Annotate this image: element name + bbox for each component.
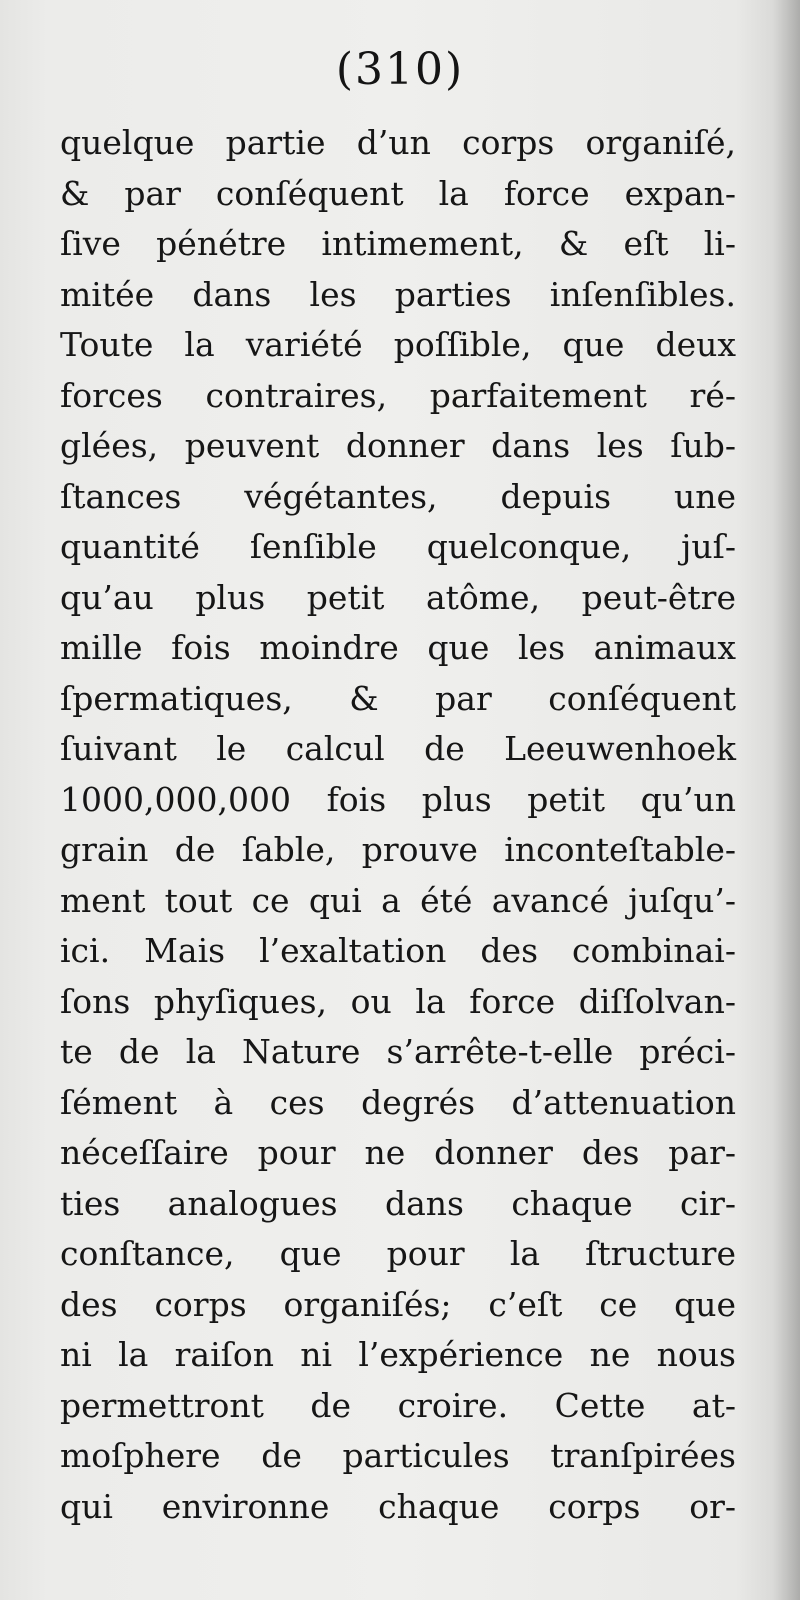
text-line: ment tout ce qui a été avancé juſqu’-	[60, 880, 736, 920]
text-line: mitée dans les parties inſenſibles.	[60, 274, 736, 314]
text-line: & par conſéquent la force expan-	[60, 173, 736, 213]
text-line: glées, peuvent donner dans les ſub-	[60, 426, 736, 465]
page-number: (310)	[335, 44, 465, 95]
text-line: moſphere de particules tranſpirées	[60, 1436, 736, 1475]
text-line: Toute la variété poſſible, que deux	[60, 325, 736, 364]
text-line: 1000,000,000 fois plus petit qu’un	[60, 779, 736, 819]
text-line: ici. Mais l’exaltation des combinai-	[60, 931, 736, 970]
text-line: ni la raiſon ni l’expérience ne nous	[60, 1335, 736, 1374]
text-line: ſive pénétre intimement, & eſt li-	[60, 224, 736, 263]
text-line: te de la Nature s’arrête-t-elle préci-	[60, 1032, 736, 1071]
text-line: quantité ſenſible quelconque, juſ-	[60, 527, 736, 566]
text-line: permettront de croire. Cette at-	[60, 1385, 736, 1425]
text-line: néceſſaire pour ne donner des par-	[60, 1133, 736, 1172]
text-line: forces contraires, parfaitement ré-	[60, 375, 736, 415]
text-line: ſons phyſiques, ou la force diſſolvan-	[60, 981, 736, 1021]
text-line: des corps organiſés; c’eſt ce que	[60, 1284, 736, 1324]
page-edge-shadow	[772, 0, 800, 1600]
text-line: qui environne chaque corps or-	[60, 1486, 736, 1526]
text-line: ties analogues dans chaque cir-	[60, 1183, 736, 1223]
text-line: ſtances végétantes, depuis une	[60, 476, 736, 516]
text-line: mille fois moindre que les animaux	[60, 628, 736, 667]
text-line: ſpermatiques, & par conſéquent	[60, 678, 736, 718]
text-line: ſuivant le calcul de Leeuwenhoek	[60, 729, 736, 768]
text-line: quelque partie d’un corps organiſé,	[60, 123, 736, 162]
body-text	[60, 118, 736, 1532]
text-line: conſtance, que pour la ſtructure	[60, 1234, 736, 1273]
text-line: qu’au plus petit atôme, peut-être	[60, 577, 736, 617]
text-line: grain de ſable, prouve inconteſtable-	[60, 830, 736, 869]
text-line: ſément à ces degrés d’attenuation	[60, 1082, 736, 1122]
